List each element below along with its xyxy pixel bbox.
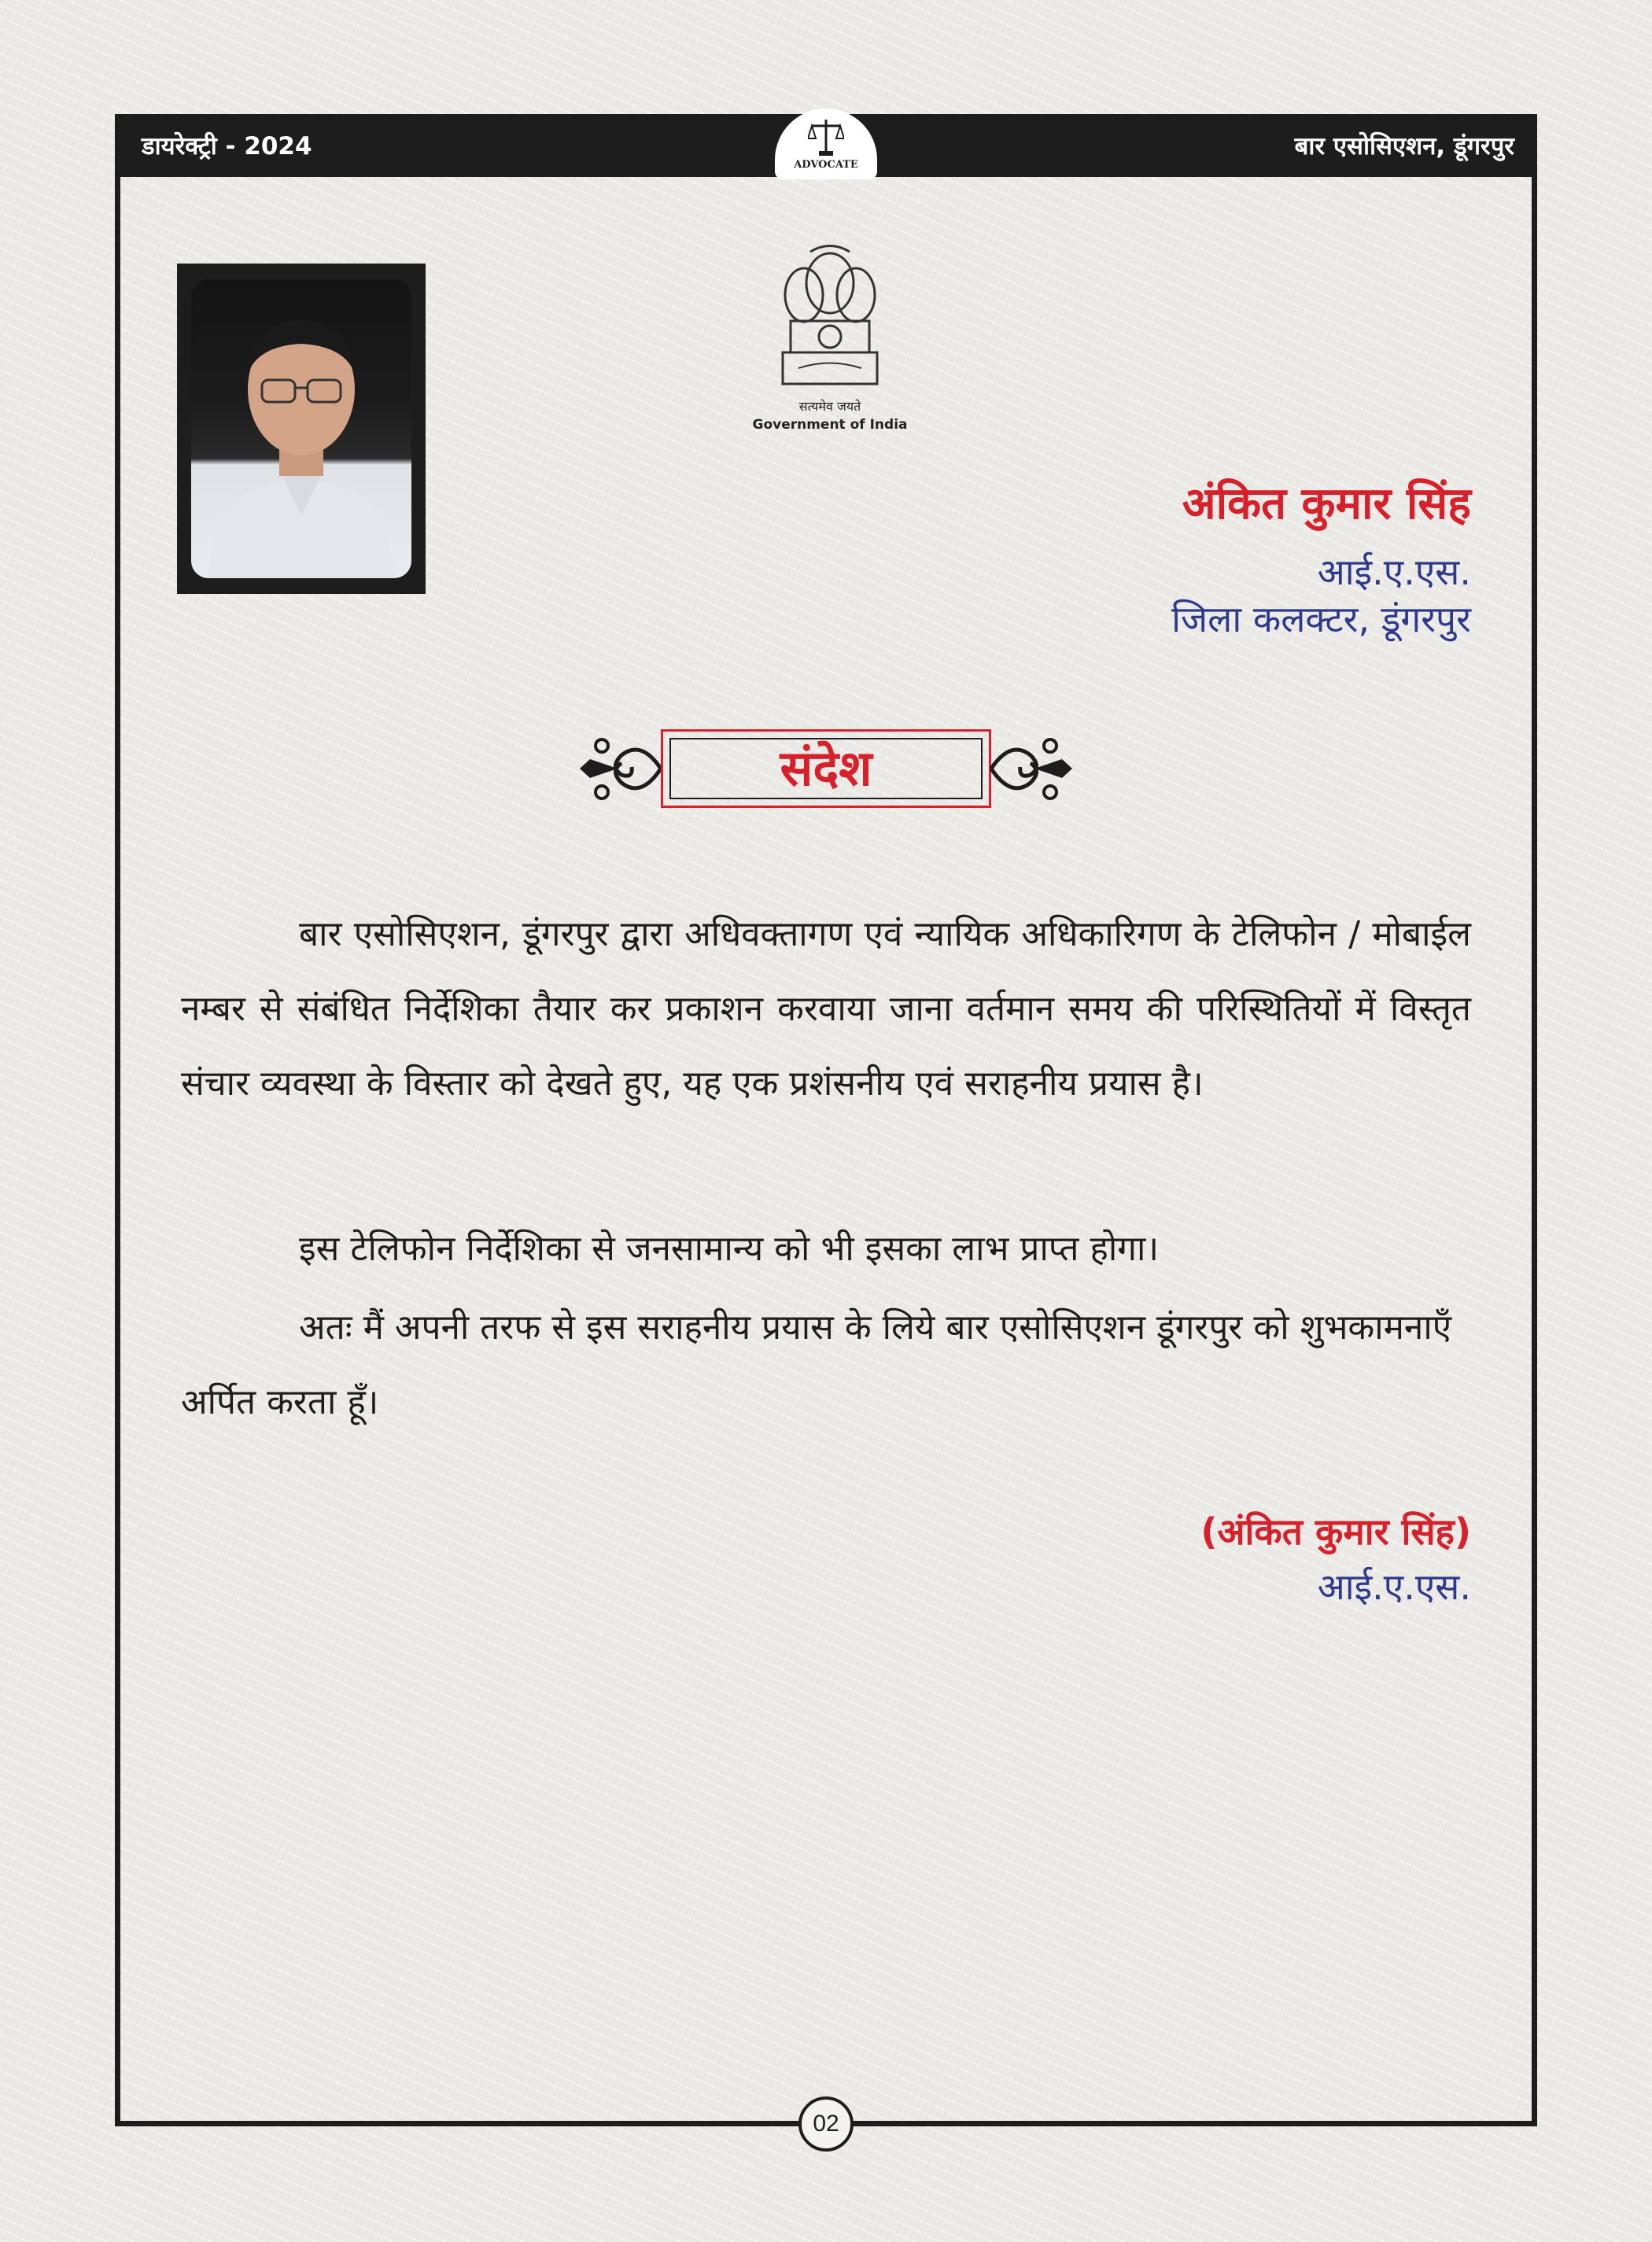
header-association-label: बार एसोसिएशन, डूंगरपुर — [1294, 132, 1514, 160]
header-directory-label: डायरेक्ट्री - 2024 — [142, 132, 312, 160]
message-title: संदेश — [780, 739, 872, 797]
emblem-motto: सत्यमेव जयते — [798, 399, 861, 414]
page-number: 02 — [798, 2096, 854, 2152]
left-flourish-icon — [578, 732, 665, 806]
message-paragraph-2: इस टेलिफोन निर्देशिका से जनसामान्य को भी इसका लाभ प्राप्त होगा। — [299, 1229, 1160, 1269]
signature-name: (अंकित कुमार सिंह) — [1200, 1510, 1471, 1553]
author-name: अंकित कुमार सिंह — [1182, 478, 1471, 529]
author-service: आई.ए.एस. — [1317, 551, 1471, 593]
author-post: जिला कलक्टर, डूंगरपुर — [1171, 598, 1471, 640]
signature-service: आई.ए.एस. — [1317, 1565, 1471, 1608]
scales-of-justice-icon — [808, 116, 844, 157]
title-ornament — [578, 720, 1074, 830]
emblem-caption: Government of India — [752, 417, 908, 433]
message-paragraph-3: अतः मैं अपनी तरफ से इस सराहनीय प्रयास के लिये बार एसोसिएशन डूंगरपुर को शुभकामनाएँ अर्पित करता हूँ। — [181, 1307, 1452, 1422]
portrait-photo — [177, 264, 426, 594]
right-flourish-icon — [987, 732, 1074, 806]
portrait-image — [191, 279, 411, 578]
message-paragraph-1: बार एसोसिएशन, डूंगरपुर द्वारा अधिवक्तागण एवं न्यायिक अधिकारिगण के टेलिफोन / मोबाईल नम्बर से संबंधित निर्देशिका तैयार कर प्रकाशन करवाया जाना वर्तमान समय की परिस्थितियों में विस्तृत संचार व्यवस्था के विस्तार को देखते हुए, यह एक प्रशंसनीय एवं सराहनीय प्रयास है। — [181, 914, 1471, 1104]
advocate-logo-text: ADVOCATE — [794, 159, 858, 171]
